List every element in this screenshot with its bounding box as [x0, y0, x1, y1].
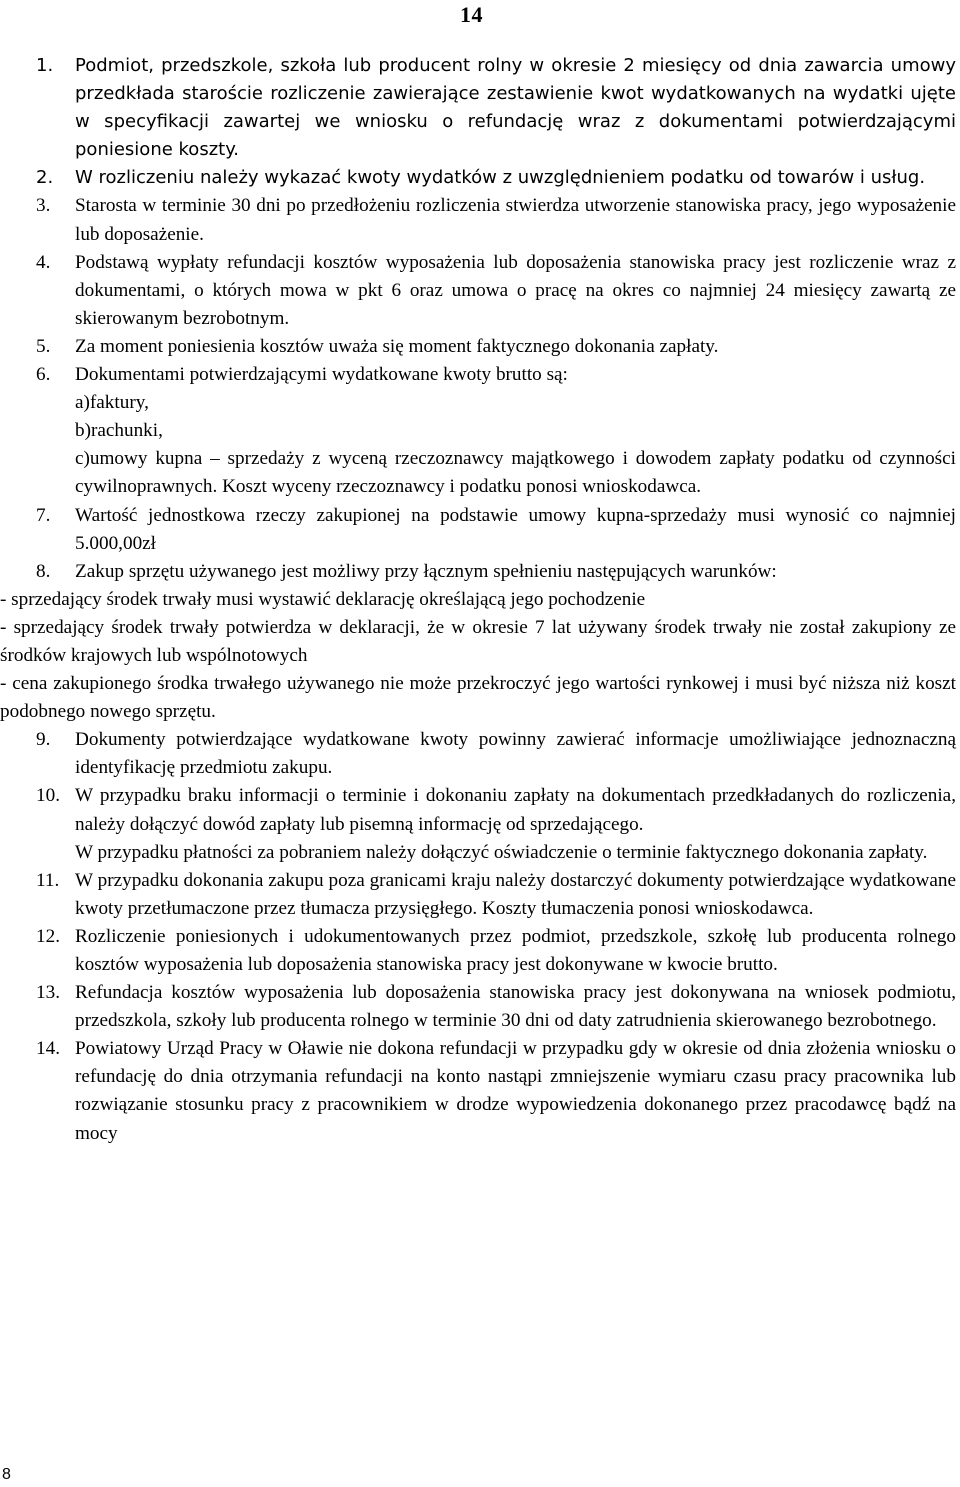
item-text: W przypadku braku informacji o terminie i dokonaniu zapłaty na dokumentach przedkładanych do rozliczenia, należy dołączyć dowód zapłaty lub pisemną informację od sprzedającego. [75, 785, 956, 835]
item-number: 14. [36, 1038, 60, 1060]
page-number-header: 14 [460, 2, 483, 27]
list-item-12 [0, 923, 956, 979]
list-item-3 [0, 192, 956, 248]
item-number: 4. [36, 251, 51, 273]
list-item-10 [0, 782, 956, 866]
list-item-4 [0, 249, 956, 333]
list-item-1 [0, 52, 956, 164]
item-text: W rozliczeniu należy wykazać kwoty wydatków z uwzględnieniem podatku od towarów i usług. [75, 167, 926, 189]
item-number: 5. [36, 335, 51, 357]
item-text: Podstawą wypłaty refundacji kosztów wyposażenia lub doposażenia stanowiska pracy jest rozliczenie wraz z dokumentami, o których mowa w pkt 6 oraz umowa o pracę na okres co najmniej 24 miesięcy zawartą ze skierowanym bezrobotnym. [75, 251, 956, 329]
item-text: Starosta w terminie 30 dni po przedłożeniu rozliczenia stwierdza utworzenie stanowiska pracy, jego wyposażenie lub doposażenie. [75, 195, 956, 245]
list-item-9 [0, 726, 956, 782]
list-item-6 [0, 361, 956, 501]
item-number: 11. [36, 869, 60, 891]
item-text: Dokumenty potwierdzające wydatkowane kwoty powinny zawierać informacje umożliwiające jednoznaczną identyfikację przedmiotu zakupu. [75, 729, 956, 779]
list-item-5 [0, 333, 956, 361]
page-footer-number: 8 [2, 1466, 11, 1483]
item-number: 12. [36, 925, 60, 947]
item-number: 10. [36, 785, 60, 807]
condition-bullet-2: - sprzedający środek trwały potwierdza w deklaracji, że w okresie 7 lat używany środek trwały nie został zakupiony ze środków krajowych lub wspólnotowych [0, 616, 956, 666]
list-item-8 [0, 558, 956, 586]
item-number: 7. [36, 504, 51, 526]
condition-bullet-1: - sprzedający środek trwały musi wystawić deklarację określającą jego pochodzenie [0, 588, 646, 610]
sub-item-b: b)rachunki, [75, 420, 163, 442]
item-text: Wartość jednostkowa rzeczy zakupionej na podstawie umowy kupna-sprzedaży musi wynosić co najmniej 5.000,00zł [75, 504, 956, 554]
item-number: 6. [36, 364, 51, 386]
list-item-14 [0, 1035, 956, 1147]
sub-item-a: a)faktury, [75, 392, 149, 414]
list-item-2 [0, 164, 956, 192]
item-text: Zakup sprzętu używanego jest możliwy przy łącznym spełnieniu następujących warunków: [75, 560, 777, 582]
item-text: Refundacja kosztów wyposażenia lub doposażenia stanowiska pracy jest dokonywana na wniosek podmiotu, przedszkola, szkoły lub producenta rolnego w terminie 30 dni od daty zatrudnienia skierowanego bezrobotnego. [75, 982, 956, 1032]
item-number: 2. [36, 167, 54, 189]
document-body [0, 52, 956, 1148]
item-text: W przypadku dokonania zakupu poza granicami kraju należy dostarczyć dokumenty potwierdzające wydatkowane kwoty przetłumaczone przez tłumacza przysięgłego. Koszty tłumaczenia ponosi wnioskodawca. [75, 869, 956, 919]
condition-bullet-3: - cena zakupionego środka trwałego używanego nie może przekroczyć jego wartości rynkowej i musi być niższa niż koszt podobnego nowego sprzętu. [0, 673, 956, 723]
list-item-13 [0, 979, 956, 1035]
list-item-7 [0, 502, 956, 558]
item-text: Powiatowy Urząd Pracy w Oławie nie dokona refundacji w przypadku gdy w okresie od dnia złożenia wniosku o refundację do dnia otrzymania refundacji na konto nastąpi zmniejszenie wymiaru czasu pracy pracownika lub rozwiązanie stosunku pracy z pracownikiem w drodze wypowiedzenia dokonanego przez pracodawcę bądź na mocy [75, 1038, 956, 1144]
item-text: Za moment poniesienia kosztów uważa się moment faktycznego dokonania zapłaty. [75, 335, 719, 357]
item-number: 8. [36, 560, 51, 582]
item-text: Rozliczenie poniesionych i udokumentowanych przez podmiot, przedszkole, szkołę lub producenta rolnego kosztów wyposażenia lub doposażenia stanowiska pracy jest dokonywane w kwocie brutto. [75, 925, 956, 975]
list-item-11 [0, 867, 956, 923]
item-text: Dokumentami potwierdzającymi wydatkowane kwoty brutto są: [75, 364, 568, 386]
item-number: 13. [36, 982, 60, 1004]
item-number: 3. [36, 195, 51, 217]
item-number: 1. [36, 55, 54, 76]
item-number: 9. [36, 729, 51, 751]
sub-item-c: c)umowy kupna – sprzedaży z wyceną rzeczoznawcy majątkowego i dowodem zapłaty podatku od czynności cywilnoprawnych. Koszt wyceny rzeczoznawcy i podatku ponosi wnioskodawca. [75, 448, 956, 498]
item-extra-paragraph: W przypadku płatności za pobraniem należy dołączyć oświadczenie o terminie faktycznego dokonania zapłaty. [75, 841, 928, 863]
item-text: Podmiot, przedszkole, szkoła lub producent rolny w okresie 2 miesięcy od dnia zawarcia umowy przedkłada staroście rozliczenie zawierające zestawienie kwot wydatkowanych na wydatki ujęte w specyfikacji zawartej we wniosku o refundację wraz z dokumentami potwierdzającymi poniesione koszty. [75, 55, 956, 161]
